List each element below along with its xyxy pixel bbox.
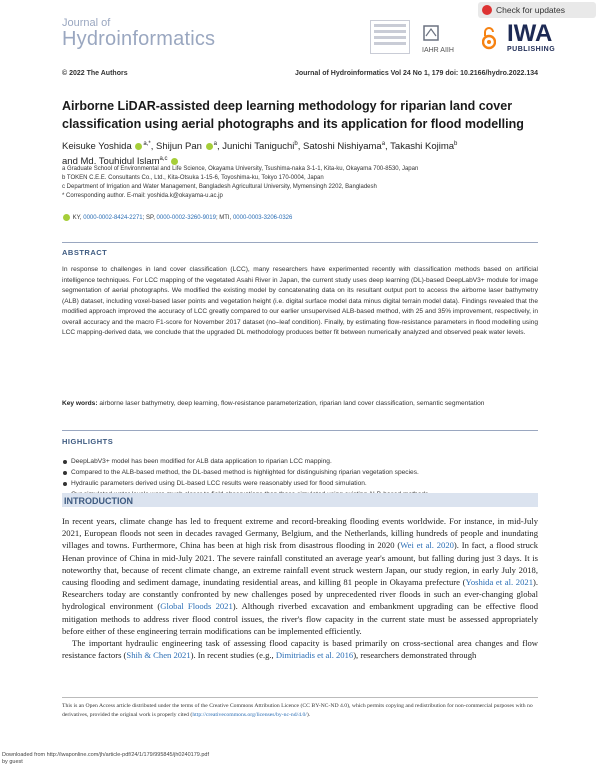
download-stamp — [2, 752, 209, 766]
check-updates-label: Check for updates — [496, 5, 565, 15]
journal-crest-icon — [370, 20, 410, 54]
orcid-icon[interactable] — [135, 143, 142, 150]
affiliations — [62, 165, 538, 201]
article-title: Airborne LiDAR-assisted deep learning methodology for riparian land cover classification using aerial photographs and its application for flood modelling — [62, 99, 524, 131]
article-meta — [62, 70, 538, 77]
highlight-item: DeepLabV3+ model has been modified for ALB data application to riparian LCC mapping. — [62, 456, 538, 467]
orcid-label: ; SP, — [142, 215, 155, 222]
divider — [62, 697, 538, 698]
author-sup: a — [213, 141, 217, 147]
author-conjunction: and — [62, 156, 78, 168]
author-name[interactable]: Keisuke Yoshida — [62, 141, 132, 153]
journal-logo — [62, 18, 215, 49]
license-footnote: This is an Open Access article distributed under the terms of the Creative Commons Attribution Licence (CC BY-NC-ND 4.0), which permits copying and redistribution for non-commercial purposes with no derivatives, provided the original work is properly cited (http://creativecommons.org/licenses/by-nc-nd/4.0/). — [62, 703, 533, 718]
corresponding-author: * Corresponding author. E-mail: yoshida.k@okayama-u.ac.jp — [62, 193, 223, 199]
orcid-link[interactable]: 0000-0002-8424-2271 — [83, 215, 143, 222]
download-line: by guest — [2, 759, 23, 765]
author-sup: b — [454, 141, 458, 147]
publisher-logos — [370, 20, 585, 60]
highlights-heading: HIGHLIGHTS — [62, 437, 114, 446]
download-line: Downloaded from http://iwaponline.com/jh/article-pdf/24/1/179/995845/jh0240179.pdf — [2, 752, 209, 758]
orcid-icon[interactable] — [206, 143, 213, 150]
citation-link[interactable]: Yoshida et al. 2021 — [465, 577, 533, 588]
author-name[interactable]: Junichi Taniguchi — [222, 141, 295, 153]
orcid-ids — [62, 214, 538, 221]
journal-name-line1: Journal of — [62, 17, 111, 29]
publisher-logo-mark: IWA — [507, 20, 553, 47]
affiliation: b TOKEN C.E.E. Consultants Co., Ltd., Kita-Otsuka 1-15-6, Toyoshima-ku, Tokyo 170-0004, Japan — [62, 175, 324, 181]
paragraph: In recent years, climate change has led to frequent extreme and record-breaking flooding events worldwide. For instance, in mid-July 2021, European floods not seen in decades ravaged Germany, Belgium, and the Netherlands, killing hundreds of people and inundating villages and towns. Furthermore, China has been at high risk from disastrous flooding in 2020 (Wei et al. 2020). In fact, a flood struck Henan province of China in mid-July 2021. The severe rainfall constituted an average year's amount, but falling during just 3 days. It is noteworthy that, because of recent climate change, an extreme rainfall event struck western Japan, our study region, in early July 2018, causing flooding and sediment damage, inundating residential areas, and killing 81 people in Okayama prefecture (Yoshida et al. 2021). Researchers today are constantly confronted by new challenges posed by unprecedented river floods in such an ever-changing global hydrological environment (Global Floods 2021). Although riverbed excavation and embankment upgrading can be effective flood mitigation methods to address river flood control issues, the river's flow capacity in the current state must be assessed appropriately before either of these engineering terrain modifications can be implemented efficiently. — [62, 516, 539, 636]
introduction-body — [62, 515, 538, 661]
highlight-item: Compared to the ALB-based method, the DL-based method is highlighted for distinguishing riparian vegetation species. — [62, 467, 538, 478]
keywords-text: airborne laser bathymetry, deep learning, flow-resistance parameterization, riparian land cover classification, semantic segmentation — [99, 400, 485, 407]
author-sup: b — [294, 141, 298, 147]
orcid-label: ; MTI, — [215, 215, 232, 222]
orcid-label: KY, — [72, 215, 82, 222]
orcid-link[interactable]: 0000-0002-3260-9019 — [156, 215, 216, 222]
paragraph: The important hydraulic engineering task of assessing flood capacity is based primarily on cross-sectional area changes and flow resistance factors (Shih & Chen 2021). In recent studies (e.g., Dimitriadis et al. 2016), researchers demonstrated through — [62, 638, 538, 661]
journal-name-line2: Hydroinformatics — [62, 28, 216, 50]
open-access-icon — [482, 26, 496, 55]
divider — [62, 430, 538, 431]
citation-link[interactable]: Dimitriadis et al. 2016 — [275, 650, 354, 661]
copyright: © 2022 The Authors — [62, 70, 128, 77]
citation-link[interactable]: Shih & Chen 2021 — [126, 650, 191, 661]
author-list: Keisuke Yoshida $^{a,*}$, Shijun Pan $^a$, Junichi Taniguchi$^b$, Satoshi Nishiyama$^a$, Takashi Kojima$^b$ and Md. Touhidul Islam$^{a,c}$ — [62, 141, 458, 168]
citation: Journal of Hydroinformatics Vol 24 No 1, 179 doi: 10.2166/hydro.2022.134 — [294, 70, 538, 77]
orcid-icon — [63, 214, 70, 221]
highlight-item: Hydraulic parameters derived using DL-based LCC results were reasonably used for flood simulation. — [62, 478, 538, 489]
citation-link[interactable]: Wei et al. 2020 — [400, 540, 454, 551]
publisher-logo — [507, 22, 567, 60]
author-sup: a,c — [159, 156, 168, 163]
abstract-text: In response to challenges in land cover classification (LCC), many researchers have experimented recently with classification methods based on artificial intelligence techniques. For LCC mapping of the vegetated Asahi River in Japan, the current study uses deep learning (DL)-based DeepLabV3+ module for image segmentation of aerial photographs. We modified the existing model by concatenating data on its resultant output port to access the airborne laser bathymetry (ALB) dataset, including voxel-based laser points and vegetation height (i.e. digital surface model data minus digital terrain model data). Findings revealed that the modified approach improved the accuracy of LCC greatly compared to our earlier unsupervised ALB-based method, with 25 and 35% improvement, respectively, in overall accuracy and the macro F1-score for November 2017 dataset (no–leaf condition). Finally, by estimating flow-resistance parameters in flood modelling using LCC mapping-derived data, we conclude that the upgraded DL methodology produces better fit between numerically analyzed and observed peak water levels. — [62, 266, 538, 336]
author-name[interactable]: Satoshi Nishiyama — [303, 141, 382, 153]
author-name[interactable]: Takashi Kojima — [390, 141, 455, 153]
affiliation: a Graduate School of Environmental and Life Science, Okayama University, Tsushima-naka 3-1-1, Kita-ku, Okayama 700-8530, Japan — [62, 166, 419, 172]
keywords — [62, 399, 538, 410]
update-icon — [482, 5, 492, 15]
section-band — [62, 493, 538, 507]
citation-link[interactable]: Global Floods 2021 — [160, 601, 233, 612]
author-name[interactable]: Shijun Pan — [156, 141, 202, 153]
divider — [62, 242, 538, 243]
affiliation: c Department of Irrigation and Water Management, Bangladesh Agricultural University, Mymensingh 2202, Bangladesh — [62, 184, 377, 190]
author-sup: a — [381, 141, 386, 147]
society-logo-text: IAHR AIIH — [422, 47, 454, 54]
author-name[interactable]: Md. Touhidul Islam — [80, 156, 160, 168]
orcid-link[interactable]: 0000-0003-3206-0326 — [232, 215, 293, 222]
keywords-label: Key words: — [62, 400, 98, 407]
license-link[interactable]: http://creativecommons.org/licenses/by-nc-nd/4.0/ — [192, 711, 307, 718]
introduction-heading: INTRODUCTION — [64, 496, 133, 506]
abstract-heading: ABSTRACT — [62, 248, 108, 257]
check-updates-button[interactable] — [478, 2, 596, 18]
society-logo — [420, 24, 458, 56]
publisher-logo-sub: PUBLISHING — [507, 46, 556, 53]
author-sup: a,* — [143, 141, 151, 147]
